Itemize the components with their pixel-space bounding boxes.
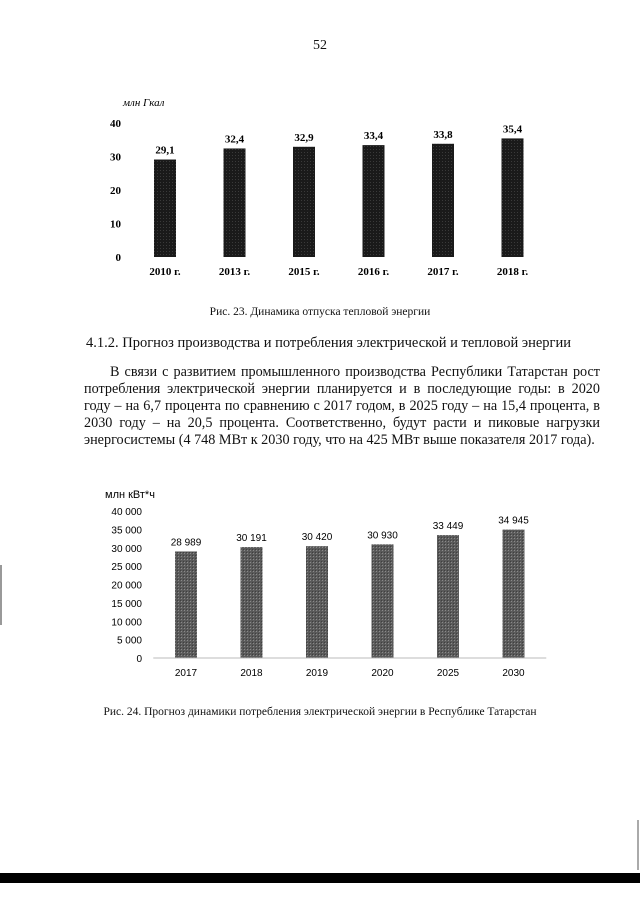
bar bbox=[293, 147, 315, 257]
section-heading: 4.1.2. Прогноз производства и потребления электрической и тепловой энергии bbox=[86, 335, 572, 351]
x-tick-label: 2015 г. bbox=[288, 266, 320, 278]
bar bbox=[363, 145, 385, 257]
figure-23-caption: Рис. 23. Динамика отпуска тепловой энергии bbox=[209, 306, 431, 318]
x-tick-label: 2018 г. bbox=[496, 266, 529, 278]
y-tick-label: 30 000 bbox=[111, 543, 142, 555]
x-tick-label: 2010 г. bbox=[149, 266, 181, 278]
data-label: 30 930 bbox=[367, 530, 398, 542]
margin-mark bbox=[0, 565, 2, 625]
x-tick-label: 2025 bbox=[436, 668, 460, 679]
figure-24-caption: Рис. 24. Прогноз динамики потребления электрической энергии в Республике Татарстан bbox=[103, 706, 537, 718]
bar bbox=[372, 544, 394, 658]
bar bbox=[175, 551, 197, 658]
y-tick-label: 40 000 bbox=[111, 507, 142, 518]
y-tick-label: 25 000 bbox=[111, 562, 142, 574]
y-tick-label: 15 000 bbox=[111, 598, 142, 610]
x-tick-label: 2018 bbox=[240, 668, 263, 679]
y-tick-label: 10 000 bbox=[111, 617, 142, 629]
margin-mark bbox=[637, 820, 639, 870]
chart-unit-label: млн кВт*ч bbox=[105, 489, 155, 501]
y-tick-label: 10 bbox=[110, 218, 121, 231]
data-label: 33 449 bbox=[432, 521, 464, 533]
data-label: 29,1 bbox=[155, 144, 175, 157]
data-label: 28 989 bbox=[170, 537, 202, 549]
bar bbox=[306, 546, 328, 658]
scan-border bbox=[0, 873, 640, 883]
bar bbox=[502, 138, 524, 257]
heat-energy-chart bbox=[0, 85, 640, 295]
x-tick-label: 2017 г. bbox=[427, 266, 459, 278]
y-tick-label: 20 000 bbox=[111, 580, 142, 592]
bar bbox=[503, 530, 525, 658]
x-tick-label: 2013 г. bbox=[218, 266, 251, 278]
x-tick-label: 2016 г. bbox=[357, 266, 390, 278]
section-paragraph: В связи с развитием промышленного производства Республики Татарстан рост потребления электрической энергии планируется и в последующие годы: в 2020 году – на 6,7 процента по сравнению с 2017 годом, в 2025 году – на 15,4 процента, в 2030 году – на 20,5 процента. Соответственно, будут расти и пиковые нагрузки энергосистемы (4 748 МВт к 2030 году, что на 425 МВт выше показателя 2017 года). bbox=[84, 364, 600, 448]
x-tick-label: 2019 bbox=[305, 668, 329, 679]
bar bbox=[241, 547, 263, 658]
data-label: 30 420 bbox=[301, 532, 333, 544]
bar bbox=[432, 144, 454, 257]
y-tick-label: 5 000 bbox=[116, 635, 142, 647]
chart-unit-label: млн Гкал bbox=[123, 97, 165, 109]
data-label: 34 945 bbox=[498, 515, 529, 527]
page-number: 52 bbox=[313, 38, 327, 53]
bar bbox=[154, 160, 176, 257]
data-label: 32,9 bbox=[294, 131, 314, 144]
data-label: 30 191 bbox=[236, 533, 267, 545]
y-tick-label: 40 bbox=[110, 118, 121, 130]
y-tick-label: 0 bbox=[136, 654, 142, 665]
data-label: 35,4 bbox=[502, 123, 523, 136]
electricity-forecast-chart bbox=[0, 478, 640, 688]
x-tick-label: 2017 bbox=[174, 668, 198, 679]
x-tick-label: 2030 bbox=[502, 668, 525, 679]
x-tick-label: 2020 bbox=[371, 668, 394, 679]
data-label: 33,8 bbox=[433, 128, 453, 141]
y-tick-label: 35 000 bbox=[111, 525, 142, 537]
data-label: 33,4 bbox=[363, 130, 384, 143]
y-tick-label: 30 bbox=[110, 151, 121, 164]
y-tick-label: 0 bbox=[115, 252, 121, 264]
bar bbox=[437, 535, 459, 658]
bar bbox=[224, 148, 246, 257]
y-tick-label: 20 bbox=[110, 185, 121, 197]
data-label: 32,4 bbox=[224, 133, 245, 146]
